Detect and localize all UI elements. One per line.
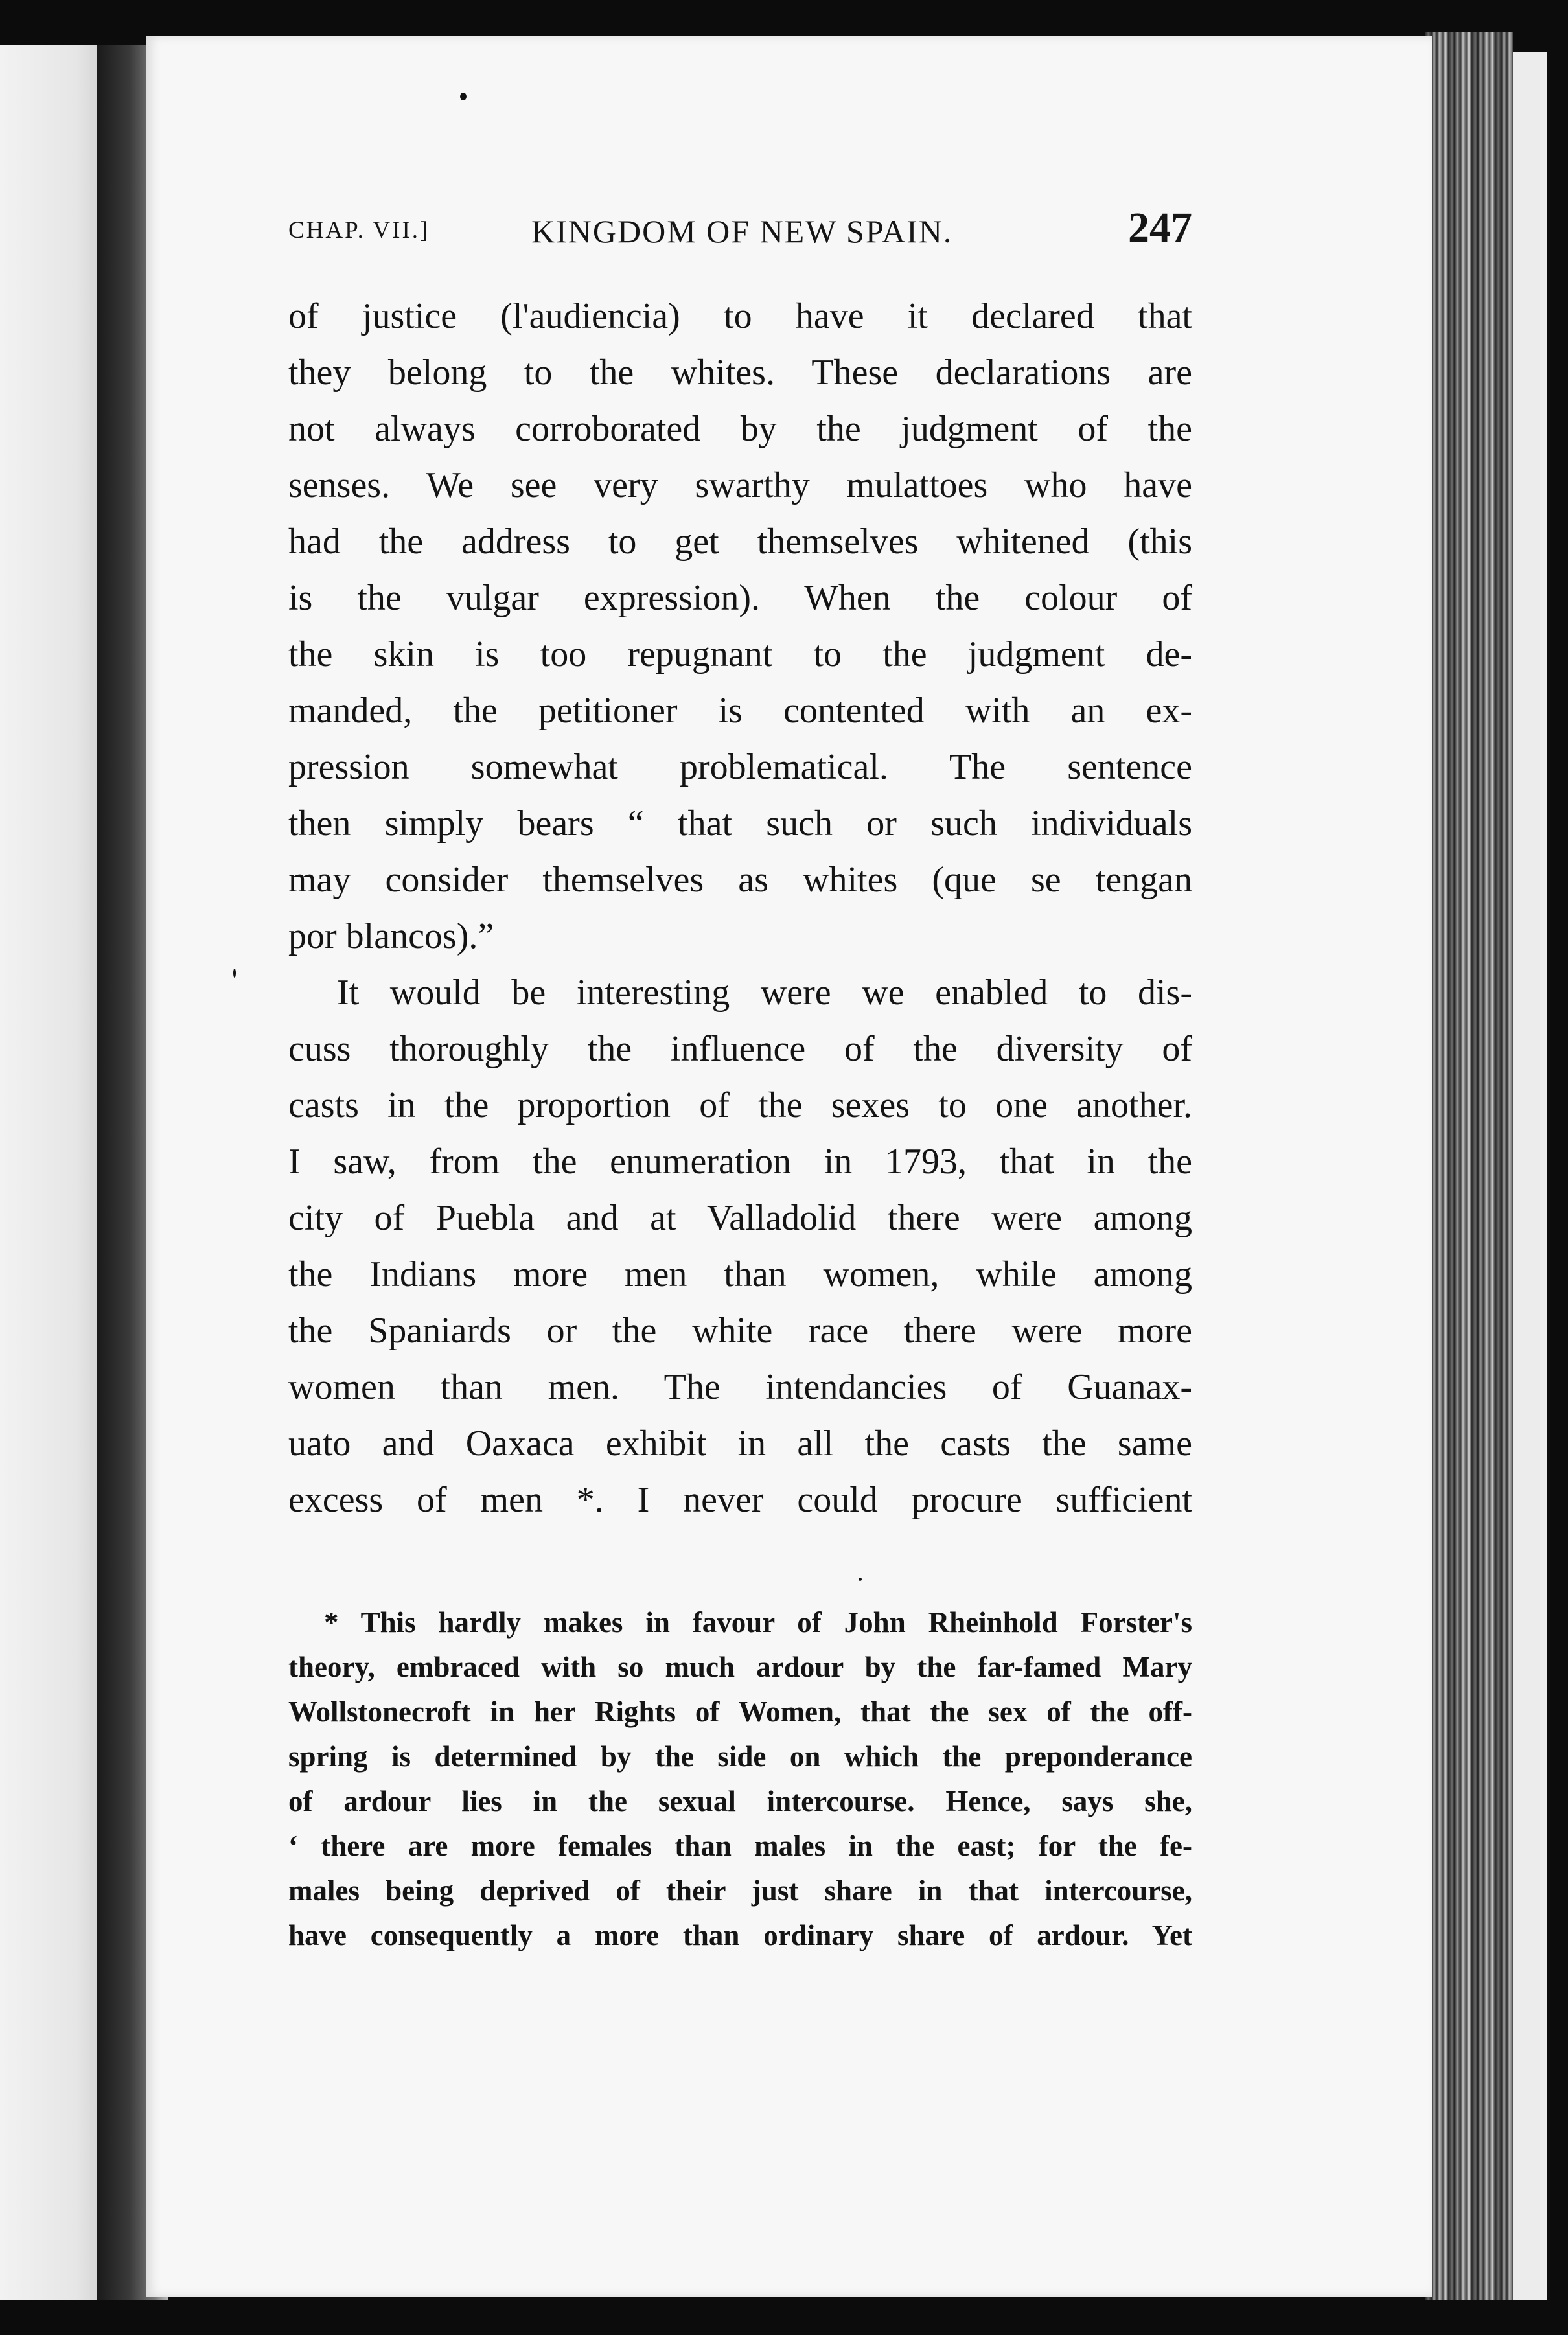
- text-line: por blancos).”: [288, 916, 494, 956]
- running-title: KINGDOM OF NEW SPAIN.: [531, 213, 953, 249]
- text-line: of justice (l'audiencia) to have it declared that: [288, 296, 1192, 336]
- text-line: cuss thoroughly the influence of the diversity of: [288, 1029, 1192, 1069]
- footnote-line: males being deprived of their just share in that intercourse,: [288, 1874, 1192, 1907]
- footnote-line: spring is determined by the side on which the preponderance: [288, 1740, 1192, 1773]
- text-line: city of Puebla and at Valladolid there were among: [288, 1198, 1192, 1238]
- paragraph-first-line: It would be interesting were we enabled to dis-: [337, 972, 1192, 1013]
- ink-speck: [859, 1578, 862, 1581]
- next-page-edge: [1513, 52, 1547, 2300]
- text-line: pression somewhat problematical. The sentence: [288, 747, 1192, 787]
- text-line: senses. We see very swarthy mulattoes who have: [288, 465, 1192, 505]
- text-line: may consider themselves as whites (que se tengan: [288, 860, 1192, 900]
- text-line: casts in the proportion of the sexes to one another.: [288, 1085, 1192, 1125]
- footnote-line: of ardour lies in the sexual intercourse. Hence, says she,: [288, 1785, 1192, 1817]
- ink-speck: [460, 93, 467, 100]
- text-line: is the vulgar expression). When the colour of: [288, 578, 1192, 618]
- text-line: manded, the petitioner is contented with an ex-: [288, 691, 1192, 731]
- page-number: 247: [1128, 204, 1192, 251]
- text-line: then simply bears “ that such or such individuals: [288, 803, 1192, 844]
- running-header: [288, 204, 1192, 259]
- footnote-line: theory, embraced with so much ardour by the far-famed Mary: [288, 1651, 1192, 1683]
- footnote-line: have consequently a more than ordinary share of ardour. Yet: [288, 1919, 1192, 1951]
- text-line: had the address to get themselves whitened (this: [288, 522, 1192, 562]
- text-line: the Indians more men than women, while among: [288, 1254, 1192, 1294]
- chapter-label: CHAP. VII.]: [288, 217, 430, 244]
- text-line: excess of men *. I never could procure sufficient: [288, 1480, 1192, 1520]
- text-line: not always corroborated by the judgment of the: [288, 409, 1192, 449]
- text-line: the skin is too repugnant to the judgment de-: [288, 634, 1192, 674]
- text-line: women than men. The intendancies of Guanax-: [288, 1367, 1192, 1407]
- footnote: [288, 1600, 1192, 1958]
- text-line: they belong to the whites. These declarations are: [288, 352, 1192, 393]
- text-line: the Spaniards or the white race there were more: [288, 1311, 1192, 1351]
- ink-speck: [233, 969, 236, 978]
- facing-page-edge: [0, 45, 109, 2300]
- footnote-line: * This hardly makes in favour of John Rheinhold Forster's: [324, 1606, 1192, 1639]
- text-line: uato and Oaxaca exhibit in all the casts the same: [288, 1423, 1192, 1464]
- main-text: [288, 288, 1192, 1528]
- footnote-line: Wollstonecroft in her Rights of Women, that the sex of the off-: [288, 1696, 1192, 1728]
- footnote-line: ‘ there are more females than males in the east; for the fe-: [288, 1830, 1192, 1862]
- page-fore-edge: [1425, 32, 1513, 2300]
- text-line: I saw, from the enumeration in 1793, that in the: [288, 1142, 1192, 1182]
